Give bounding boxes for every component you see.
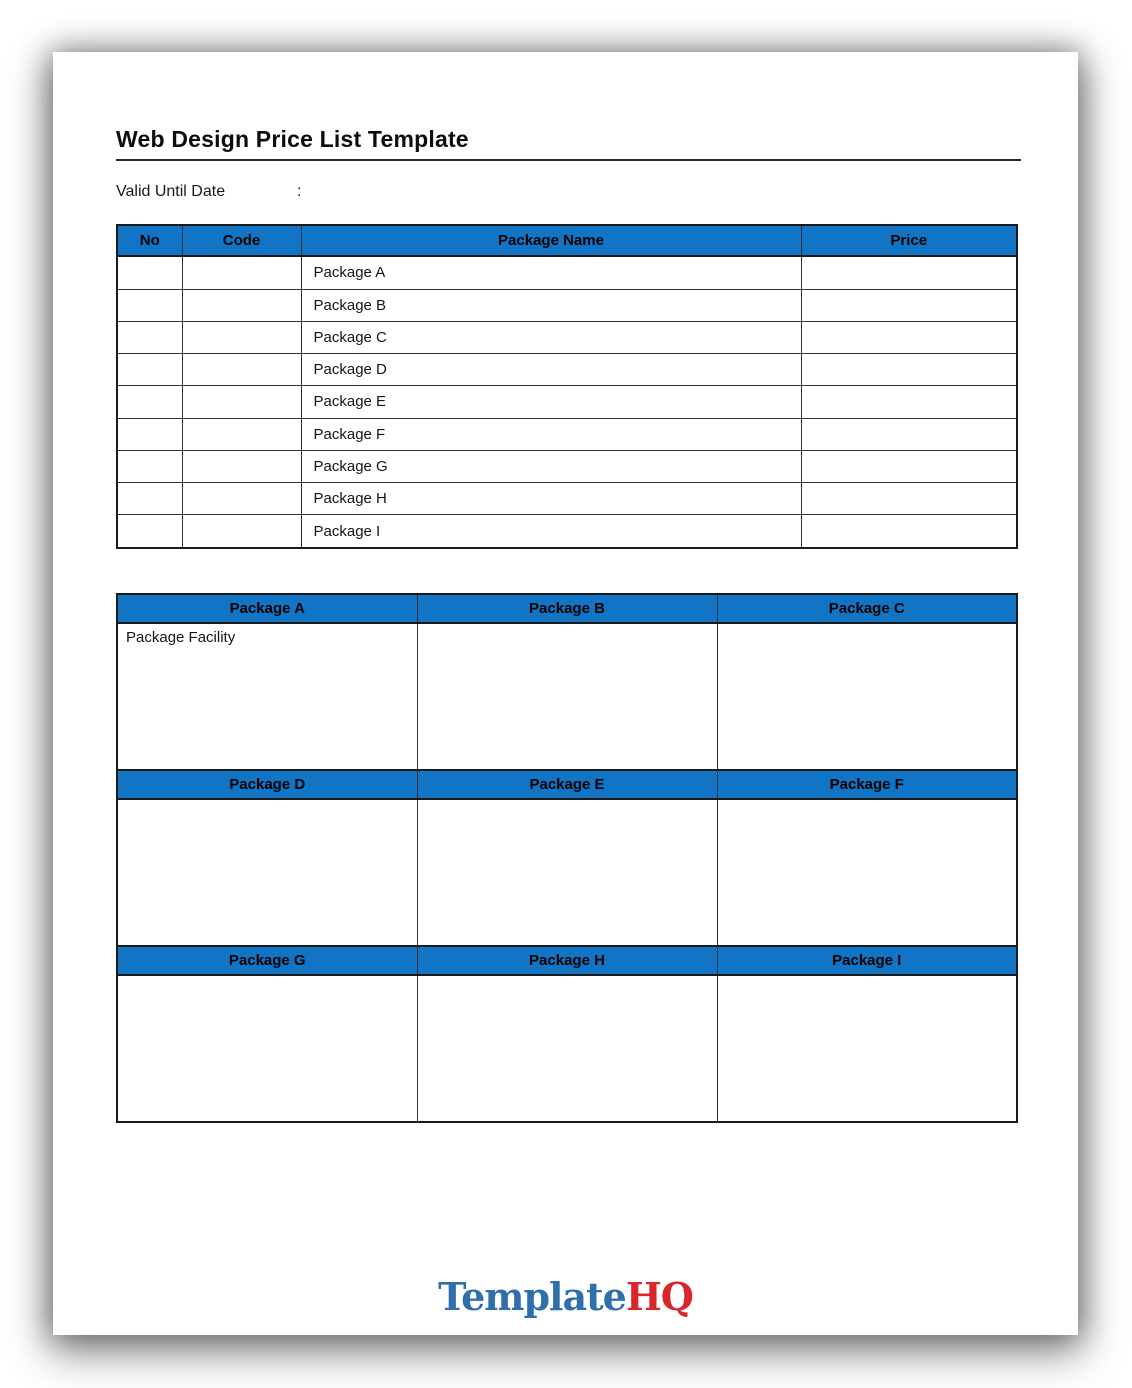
cell-price [801,289,1017,321]
package-facility-cell [117,799,417,946]
package-header-row [117,946,1017,975]
cell-package-name: Package G [301,450,801,482]
cell-code [182,515,301,548]
package-header: Package C [717,594,1017,623]
package-header-row [117,594,1017,623]
cell-price [801,386,1017,418]
cell-package-name: Package D [301,354,801,386]
cell-code [182,289,301,321]
price-list-table [116,224,1018,549]
logo-text-hq: HQ [625,1274,693,1319]
document-page [53,52,1078,1335]
cell-code [182,386,301,418]
package-facility-cell: Package Facility [117,623,417,770]
cell-price [801,354,1017,386]
table-row [117,515,1017,548]
package-facility-cell [117,975,417,1122]
cell-package-name: Package F [301,418,801,450]
cell-no [117,354,182,386]
price-table-header-row [117,225,1017,256]
cell-no [117,418,182,450]
package-facility-cell [717,623,1017,770]
cell-price [801,418,1017,450]
table-row [117,354,1017,386]
package-header: Package D [117,770,417,799]
templatehq-logo [53,1274,1078,1319]
cell-code [182,483,301,515]
cell-no [117,450,182,482]
package-facility-cell [417,623,717,770]
cell-package-name: Package E [301,386,801,418]
valid-until-label: Valid Until Date [116,183,226,200]
cell-no [117,289,182,321]
package-details-table [116,593,1018,1123]
package-facility-cell [717,975,1017,1122]
package-facility-cell [417,975,717,1122]
cell-code [182,354,301,386]
cell-code [182,450,301,482]
cell-code [182,418,301,450]
cell-no [117,256,182,289]
table-row [117,450,1017,482]
cell-code [182,321,301,353]
package-header: Package H [417,946,717,975]
cell-price [801,256,1017,289]
table-row [117,483,1017,515]
table-row [117,386,1017,418]
package-header: Package B [417,594,717,623]
package-body-row [117,975,1017,1122]
package-facility-cell [417,799,717,946]
column-header-no: No [117,225,182,256]
package-facility-cell [717,799,1017,946]
cell-price [801,450,1017,482]
cell-code [182,256,301,289]
logo-text-template: Template [438,1274,626,1319]
package-header: Package A [117,594,417,623]
cell-package-name: Package H [301,483,801,515]
column-header-package-name: Package Name [301,225,801,256]
cell-price [801,515,1017,548]
valid-until-row [116,183,1019,203]
cell-no [117,515,182,548]
package-header: Package F [717,770,1017,799]
package-body-row [117,623,1017,770]
cell-no [117,483,182,515]
title-underline [116,159,1021,161]
cell-price [801,483,1017,515]
column-header-code: Code [182,225,301,256]
cell-price [801,321,1017,353]
valid-until-separator: : [297,183,302,200]
table-row [117,289,1017,321]
table-row [117,256,1017,289]
package-header: Package G [117,946,417,975]
cell-no [117,321,182,353]
cell-no [117,386,182,418]
page-title: Web Design Price List Template [116,126,469,152]
column-header-price: Price [801,225,1017,256]
table-row [117,418,1017,450]
cell-package-name: Package B [301,289,801,321]
cell-package-name: Package C [301,321,801,353]
package-header-row [117,770,1017,799]
cell-package-name: Package I [301,515,801,548]
package-body-row [117,799,1017,946]
package-header: Package I [717,946,1017,975]
package-header: Package E [417,770,717,799]
table-row [117,321,1017,353]
cell-package-name: Package A [301,256,801,289]
